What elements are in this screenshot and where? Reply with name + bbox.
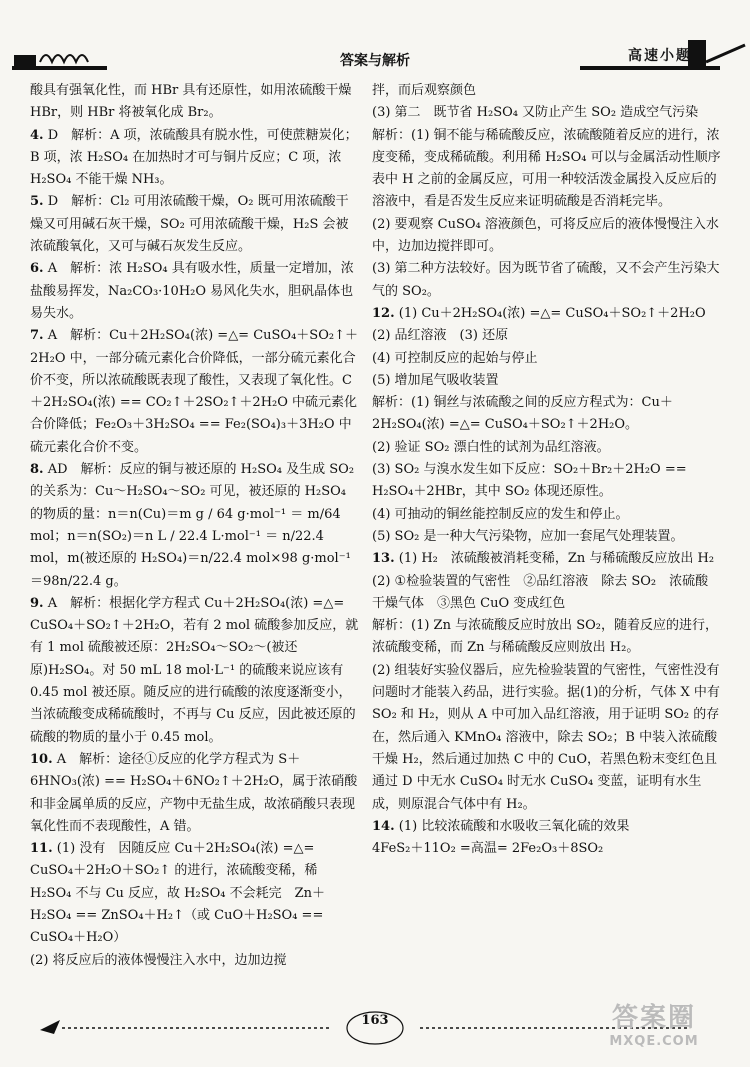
answer-text: (1) Cu＋2H₂SO₄(浓) =△= CuSO₄＋SO₂↑＋2H₂O (2) 品红溶液 (3) 还原 (4) 可控制反应的起始与停止 (5) 增加尾气吸收装置 解析：(1) 铜丝与浓硫酸之间的反应方程式为：Cu＋2H₂SO₄(浓) =△= CuSO₄＋SO₂↑＋2H₂O。 (2) 验证 SO₂ 漂白性的试剂为品红溶液。 (3) SO₂ 与溴水发生如下反应：SO₂＋Br₂＋2H₂O == H₂SO₄＋2HBr，其中 SO₂ 体现还原性。 (4) 可抽动的铜丝能控制反应的发生和停止。 (5) SO₂ 是一种大气污染物，应加一套尾气处理装置。 (372, 305, 706, 544)
answer-text: A 解析：浓 H₂SO₄ 具有吸水性，质量一定增加，浓盐酸易挥发，Na₂CO₃·10H₂O 易风化失水，胆矾晶体也易失水。 (30, 261, 354, 321)
answer-text: A 解析：Cu＋2H₂SO₄(浓) =△= CuSO₄＋SO₂↑＋2H₂O 中，一部分硫元素化合价降低，一部分硫元素化合价不变，所以浓硫酸既表现了酸性，又表现了氧化性。C＋2H₂SO₄(浓) == CO₂↑＋2SO₂↑＋2H₂O 中硫元素化合价降低；Fe₂O₃＋3H₂SO₄ == Fe₂(SO₄)₃＋3H₂O 中硫元素化合价不变。 (30, 328, 358, 455)
answer-item (372, 80, 722, 303)
question-number: 4. (30, 127, 44, 143)
watermark (584, 997, 724, 1057)
answer-item (372, 548, 722, 816)
answer-text: A 解析：根据化学方程式 Cu＋2H₂SO₄(浓) =△= CuSO₄＋SO₂↑＋2H₂O，若有 2 mol 硫酸参加反应，就有 1 mol 硫酸被还原：2H₂SO₄～SO₂～(被还原)H₂SO₄。对 50 mL 18 mol·L⁻¹ 的硫酸来说应该有 0.45 mol 被还原。随反应的进行硫酸的浓度逐渐变小，当浓硫酸变成稀硫酸时，不再与 Cu 反应，因此被还原的硫酸的物质的量小于 0.45 mol。 (30, 595, 359, 745)
answer-item (30, 125, 360, 192)
answer-text: (1) 没有 因随反应 Cu＋2H₂SO₄(浓) =△= CuSO₄＋2H₂O＋SO₂↑ 的进行，浓硫酸变稀，稀 H₂SO₄ 不与 Cu 反应，故 H₂SO₄ 不会耗完 Zn＋H₂SO₄ == ZnSO₄＋H₂↑（或 CuO＋H₂SO₄ == CuSO₄＋H₂O） (2) 将反应后的液体慢慢注入水中，边加边搅 (30, 841, 326, 968)
answer-item (372, 303, 722, 548)
question-number: 14. (372, 818, 395, 834)
page-header (0, 0, 750, 75)
watermark-line2: MXQE.COM (609, 1034, 699, 1049)
answer-text: 酸具有强氧化性，而 HBr 具有还原性，如用浓硫酸干燥 HBr，则 HBr 将被氧化成 Br₂。 (30, 83, 356, 121)
question-number: 5. (30, 194, 44, 210)
answer-item (372, 816, 722, 861)
answer-text: D 解析：A 项，浓硫酸具有脱水性，可使蔗糖炭化；B 项，浓 H₂SO₄ 在加热时才可与铜片反应；C 项，浓 H₂SO₄ 不能干燥 NH₃。 (30, 127, 358, 188)
question-number: 12. (372, 305, 395, 321)
answer-text: D 解析：Cl₂ 可用浓硫酸干燥，O₂ 既可用浓硫酸干燥又可用碱石灰干燥，SO₂ 可用浓硫酸干燥，H₂S 会被浓硫酸氧化，又可与碱石灰发生反应。 (30, 194, 349, 255)
answer-text: 拌，而后观察颜色 (3) 第二 既节省 H₂SO₄ 又防止产生 SO₂ 造成空气污染 解析：(1) 铜不能与稀硫酸反应，浓硫酸随着反应的进行，浓度变稀，变成稀硫酸。利用稀 H₂SO₄ 可以与金属活动性顺序表中 H 之前的金属反应，可用一种较活泼金属投入反应后的溶液中，看是否发生反应来证明硫酸是否消耗完毕。 (2) 要观察 CuSO₄ 溶液颜色，可将反应后的液体慢慢注入水中，边加边搅拌即可。 (3) 第二种方法较好。因为既节省了硫酸，又不会产生污染大气的 SO₂。 (372, 83, 721, 299)
answer-item (30, 191, 360, 258)
right-column (372, 80, 722, 860)
series-label: 高速小题 (628, 48, 692, 64)
answer-item (30, 838, 360, 972)
question-number: 11. (30, 841, 53, 857)
question-number: 8. (30, 462, 44, 478)
question-number: 6. (30, 261, 44, 277)
answer-item (30, 258, 360, 325)
answer-text: A 解析：途径①反应的化学方程式为 S＋6HNO₃(浓) == H₂SO₄＋6NO₂↑＋2H₂O，属于浓硝酸和非金属单质的反应，产物中无盐生成，故浓硝酸只表现氧化性而不表现酸性，A 错。 (30, 751, 358, 834)
watermark-line1: 答案圈 (611, 1003, 696, 1033)
question-number: 10. (30, 751, 53, 767)
page-title: 答案与解析 (340, 53, 410, 69)
answer-item (30, 749, 360, 838)
question-number: 7. (30, 328, 44, 344)
answer-item (30, 325, 360, 459)
page-number: 163 (361, 1013, 389, 1028)
answer-text: (1) H₂ 浓硫酸被消耗变稀，Zn 与稀硫酸反应放出 H₂ (2) ①检验装置的气密性 ②品红溶液 除去 SO₂ 浓硫酸 干燥气体 ③黑色 CuO 变成红色 解析：(1) Zn 与浓硫酸反应时放出 SO₂，随着反应的进行，浓硫酸变稀，而 Zn 与稀硫酸反应则放出 H₂。 (2) 组装好实验仪器后，应先检验装置的气密性，气密性没有问题时才能装入药品，进行实验。据(1)的分析，气体 X 中有 SO₂ 和 H₂，则从 A 中可加入品红溶液，用于证明 SO₂ 的存在，然后通入 KMnO₄ 溶液中，除去 SO₂；B 中装入浓硫酸干燥 H₂，然后通过加热 C 中的 CuO，若黑色粉末变红色且通过 D 中无水 CuSO₄ 时无水 CuSO₄ 变蓝，证明有水生成，则原混合气体中有 H₂。 (372, 551, 720, 812)
left-column (30, 80, 360, 972)
answer-text: AD 解析：反应的铜与被还原的 H₂SO₄ 及生成 SO₂ 的关系为：Cu～H₂SO₄～SO₂ 可见，被还原的 H₂SO₄ 的物质的量：n＝n(Cu)＝m g / 64 g·mol⁻¹ ＝ m/64 mol；n＝n(SO₂)＝n L / 22.4 L·mol⁻¹ ＝ n/22.4 mol，m(被还原的 H₂SO₄)＝n/22.4 mol×98 g·mol⁻¹＝98n/22.4 g。 (30, 462, 359, 589)
answer-text: (1) 比较浓硫酸和水吸收三氧化硫的效果 4FeS₂＋11O₂ =高温= 2Fe₂O₃＋8SO₂ (372, 818, 630, 857)
question-number: 13. (372, 551, 395, 567)
answer-item (30, 593, 360, 749)
question-number: 9. (30, 595, 44, 611)
answer-item (30, 459, 360, 593)
answer-item (30, 80, 360, 125)
